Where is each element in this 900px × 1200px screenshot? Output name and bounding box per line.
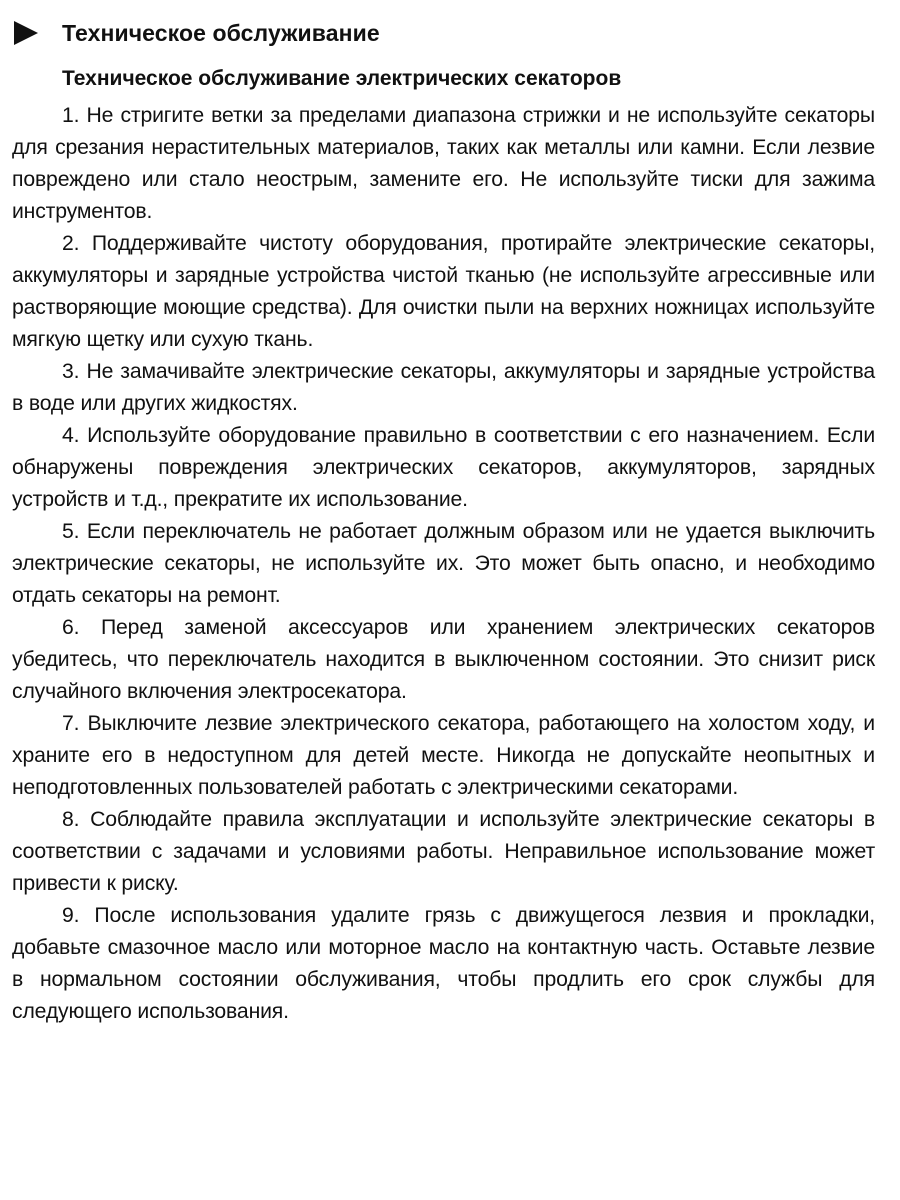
maintenance-list [12,100,875,1028]
maintenance-item-2: 2. Поддерживайте чистоту оборудования, протирайте электрические секаторы, аккумуляторы и зарядные устройства чистой тканью (не используйте агрессивные или растворяющие моющие средства). Для очистки пыли на верхних ножницах используйте мягкую щетку или сухую ткань. [12,232,875,351]
maintenance-item-8: 8. Соблюдайте правила эксплуатации и используйте электрические секаторы в соответствии с задачами и условиями работы. Неправильное использование может привести к риску. [12,808,875,895]
maintenance-item-6: 6. Перед заменой аксессуаров или хранением электрических секаторов убедитесь, что переключатель находится в выключенном состоянии. Это снизит риск случайного включения электросекатора. [12,616,875,703]
maintenance-item-4: 4. Используйте оборудование правильно в соответствии с его назначением. Если обнаружены повреждения электрических секаторов, аккумуляторов, зарядных устройств и т.д., прекратите их использование. [12,424,875,511]
section-header [14,16,380,50]
page-title: Техническое обслуживание [62,19,380,46]
maintenance-item-1: 1. Не стригите ветки за пределами диапазона стрижки и не используйте секаторы для срезания нерастительных материалов, таких как металлы или камни. Если лезвие повреждено или стало неострым, замените его. Не используйте тиски для зажима инструментов. [12,104,875,223]
maintenance-item-5: 5. Если переключатель не работает должным образом или не удается выключить электрические секаторы, не используйте их. Это может быть опасно, и необходимо отдать секаторы на ремонт. [12,520,875,607]
maintenance-item-3: 3. Не замачивайте электрические секаторы, аккумуляторы и зарядные устройства в воде или других жидкостях. [12,360,875,415]
triangle-right-icon [14,21,38,45]
section-subtitle: Техническое обслуживание электрических секаторов [62,67,622,90]
maintenance-item-7: 7. Выключите лезвие электрического секатора, работающего на холостом ходу, и храните его в недоступном для детей месте. Никогда не допускайте неопытных и неподготовленных пользователей работать с электрическими секаторами. [12,712,875,799]
maintenance-item-9: 9. После использования удалите грязь с движущегося лезвия и прокладки, добавьте смазочное масло или моторное масло на контактную часть. Оставьте лезвие в нормальном состоянии обслуживания, чтобы продлить его срок службы для следующего использования. [12,904,875,1023]
